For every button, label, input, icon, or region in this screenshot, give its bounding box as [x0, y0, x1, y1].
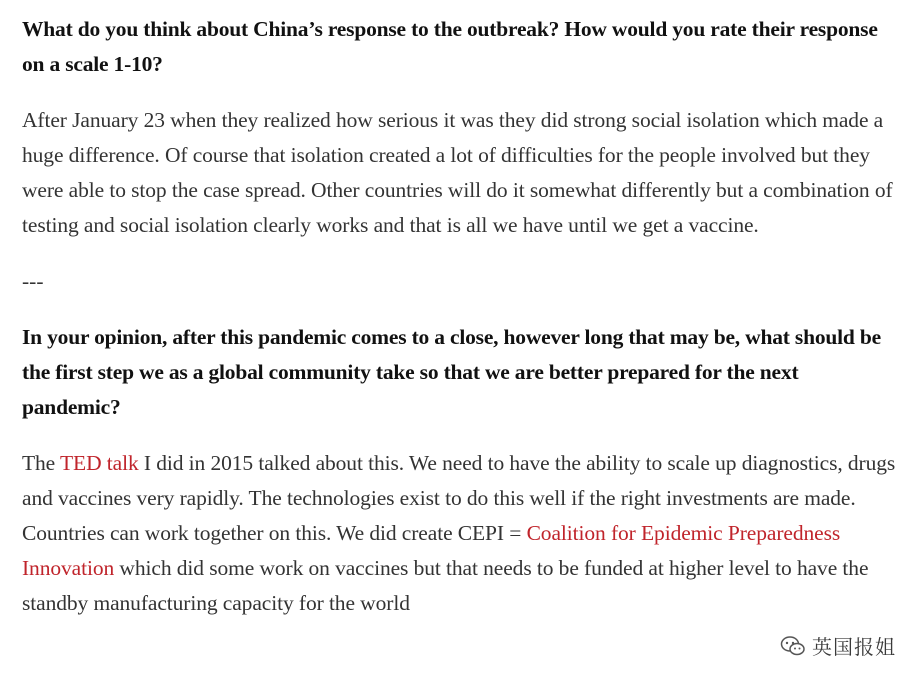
ted-talk-link[interactable]: TED talk — [60, 451, 139, 475]
question-china-response: What do you think about China’s response to the outbreak? How would you rate their response on a scale 1-10? — [22, 17, 878, 76]
watermark-text: 英国报姐 — [812, 635, 896, 659]
wechat-icon — [780, 635, 806, 657]
answer-text-part2: I did in 2015 talked about this. We need to have the ability to scale up diagnostics, drugs and vaccines very rapidly. The technologies exist to do this well if the right investments are made. Countries can work together on this. We did create CEPI = — [22, 451, 896, 545]
answer-text-part3: which did some work on vaccines but that needs to be funded at higher level to have the standby manufacturing capacity for the world — [22, 556, 869, 615]
cepi-link[interactable]: Coalition for Epidemic Preparedness Innovation — [22, 521, 841, 580]
answer-china-response: After January 23 when they realized how serious it was they did strong social isolation which made a huge difference. Of course that isolation created a lot of difficulties for the people involved but they were able to stop the case spread. Other countries will do it somewhat differently but a combination of testing and social isolation clearly works and that is all we have until we get a vaccine. — [22, 108, 893, 237]
answer-text-part1: The — [22, 451, 61, 475]
article-body — [22, 10, 902, 621]
section-divider: --- — [22, 269, 44, 293]
answer-first-step — [22, 446, 902, 621]
watermark — [774, 629, 898, 662]
question-first-step: In your opinion, after this pandemic comes to a close, however long that may be, what should be the first step we as a global community take so that we are better prepared for the next pandemic? — [22, 325, 881, 419]
